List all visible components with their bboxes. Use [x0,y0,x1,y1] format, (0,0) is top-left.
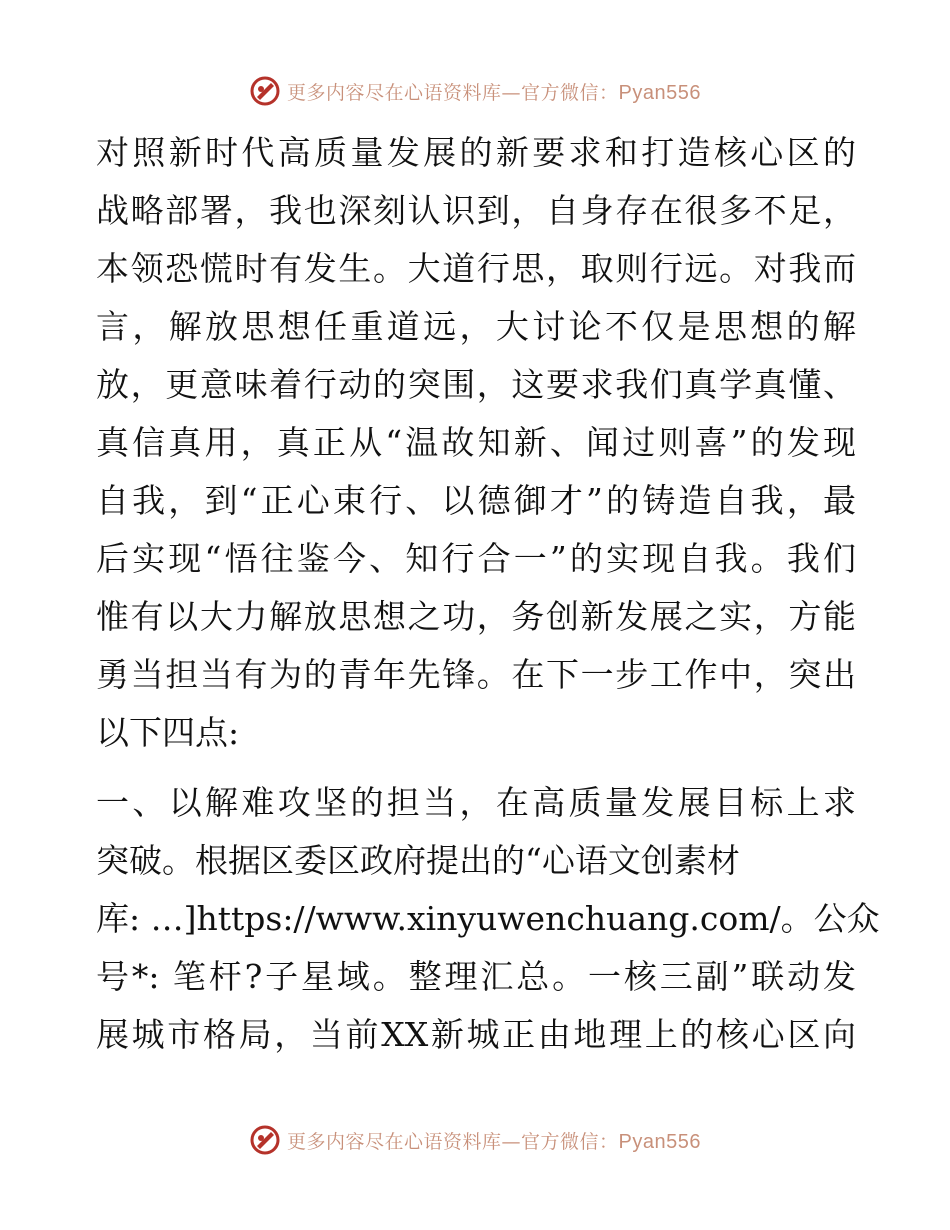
footer-banner [0,1120,950,1160]
text-line: 惟有以大力解放思想之功，务创新发展之实，方能 [96,597,856,636]
text-line: 一、以解难攻坚的担当，在高质量发展目标上求 [96,783,856,822]
text-line: 库: …]https://www.xinyuwenchuang.com/。公众 [96,899,880,938]
text-line: 勇当担当有为的青年先锋。在下一步工作中，突出 [96,655,856,694]
text-line: 自我，到“正心束行、以德御才”的铸造自我，最 [96,481,856,520]
footer-text: 更多内容尽在心语资料库—官方微信：Pyan556 [287,1130,701,1153]
text-line: 以下四点: [96,713,240,752]
header-banner [0,71,950,111]
text-line: 号*: 笔杆?子星域。整理汇总。一核三副”联动发 [96,957,856,996]
text-line: 战略部署，我也深刻认识到，自身存在很多不足， [96,191,856,230]
header-wechat-id: Pyan556 [618,81,701,104]
footer-wechat-id: Pyan556 [618,1130,701,1153]
paragraph-1 [96,124,856,762]
text-line: 真信真用，真正从“温故知新、闻过则喜”的发现 [96,423,856,462]
text-line: 突破。根据区委区政府提出的“心语文创素材 [96,841,740,880]
brand-logo-icon [249,75,281,107]
text-line: 对照新时代高质量发展的新要求和打造核心区的 [96,133,856,172]
text-line: 放，更意味着行动的突围，这要求我们真学真懂、 [96,365,856,404]
header-text: 更多内容尽在心语资料库—官方微信：Pyan556 [287,81,701,104]
brand-logo-icon [249,1124,281,1156]
paragraph-2 [96,774,880,1064]
text-line: 展城市格局，当前XX新城正由地理上的核心区向 [96,1015,856,1054]
text-line: 本领恐慌时有发生。大道行思，取则行远。对我而 [96,249,856,288]
text-line: 言，解放思想任重道远，大讨论不仅是思想的解 [96,307,856,346]
text-line: 后实现“悟往鉴今、知行合一”的实现自我。我们 [96,539,856,578]
